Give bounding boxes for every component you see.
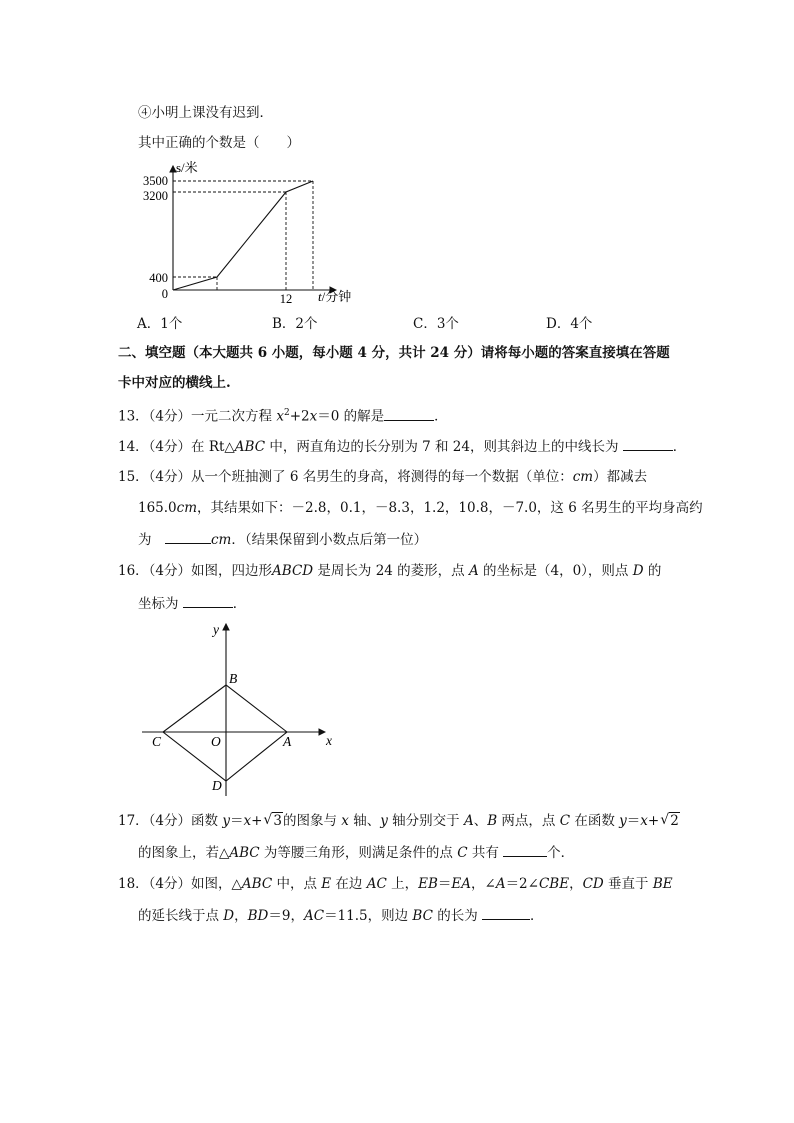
distance-time-graph	[136, 160, 376, 310]
graph-tick-12: 12	[279, 292, 293, 306]
option-b: B．2个	[272, 316, 318, 332]
graph-series-line	[173, 181, 313, 290]
label-d: D	[212, 778, 222, 793]
question-15-line2: 165.0cm，其结果如下：－2.8，0.1，－8.3，1.2，10.8，－7.0，这 6 名男生的平均身高约	[138, 500, 703, 516]
question-14: 14．（4分）在 Rt△ABC 中，两直角边的长分别为 7 和 24，则其斜边上的中线长为 ．	[118, 439, 687, 455]
question-15-line3: 为 cm．（结果保留到小数点后第一位）	[138, 532, 428, 548]
rhombus-figure	[140, 618, 350, 800]
question-17-line2: 的图象上，若△ABC 为等腰三角形，则满足条件的点 C 共有 个．	[138, 845, 575, 861]
question-18-line2: 的延长线于点 D，BD＝9，AC＝11.5，则边 BC 的长为 ．	[138, 908, 544, 924]
answer-blank-15[interactable]	[165, 530, 211, 544]
label-c: C	[152, 734, 162, 749]
label-y: y	[213, 622, 219, 637]
label-b: B	[229, 671, 238, 686]
graph-y-label: s/米	[176, 160, 198, 175]
graph-tick-400: 400	[149, 271, 168, 285]
option-c: C．3个	[413, 316, 459, 332]
q12-stem: 其中正确的个数是（ ）	[138, 135, 300, 151]
label-o: O	[211, 734, 221, 749]
graph-tick-3200: 3200	[143, 189, 168, 203]
answer-blank-16[interactable]	[183, 594, 233, 608]
question-16-line1: 16．（4分）如图，四边形ABCD 是周长为 24 的菱形，点 A 的坐标是（4，0），则点 D 的	[118, 563, 662, 579]
answer-blank-13[interactable]	[384, 407, 434, 421]
graph-tick-0: 0	[161, 287, 168, 301]
sqrt-2: √ 2	[660, 812, 679, 829]
q12-item4: ④小明上课没有迟到．	[138, 105, 273, 121]
question-15-line1: 15．（4分）从一个班抽测了 6 名男生的身高，将测得的每一个数据（单位：cm）都减去	[118, 469, 648, 485]
label-x: x	[326, 733, 332, 748]
graph-tick-3500: 3500	[143, 174, 168, 188]
rhombus-abcd	[163, 685, 287, 781]
section2-heading-line1: 二、填空题（本大题共 6 小题，每小题 4 分，共计 24 分）请将每小题的答案直接填在答题	[118, 345, 670, 361]
answer-blank-17[interactable]	[503, 843, 547, 857]
question-17-line1: 17．（4分）函数 y＝x+ √ 3的图象与 x 轴、y 轴分别交于 A、B 两点，点 C 在函数 y＝x+ √ 2	[118, 812, 679, 829]
q12-options	[0, 312, 794, 330]
option-d: D．4个	[546, 316, 593, 332]
question-13: 13．（4分）一元二次方程 $x^2+2x=0$ 的解是 ．	[118, 408, 448, 425]
option-a: A．1个	[137, 316, 183, 332]
question-18-line1: 18．（4分）如图，△ABC 中，点 E 在边 AC 上，EB＝EA，∠A＝2∠CBE，CD 垂直于 BE	[118, 876, 673, 892]
answer-blank-18[interactable]	[482, 906, 530, 920]
graph-x-label: t/分钟	[318, 289, 352, 304]
question-16-line2: 坐标为 ．	[138, 596, 247, 612]
label-a: A	[283, 734, 292, 749]
answer-blank-14[interactable]	[623, 437, 673, 451]
sqrt-3: √ 3	[263, 812, 282, 829]
section2-heading-line2: 卡中对应的横线上.	[118, 375, 231, 391]
